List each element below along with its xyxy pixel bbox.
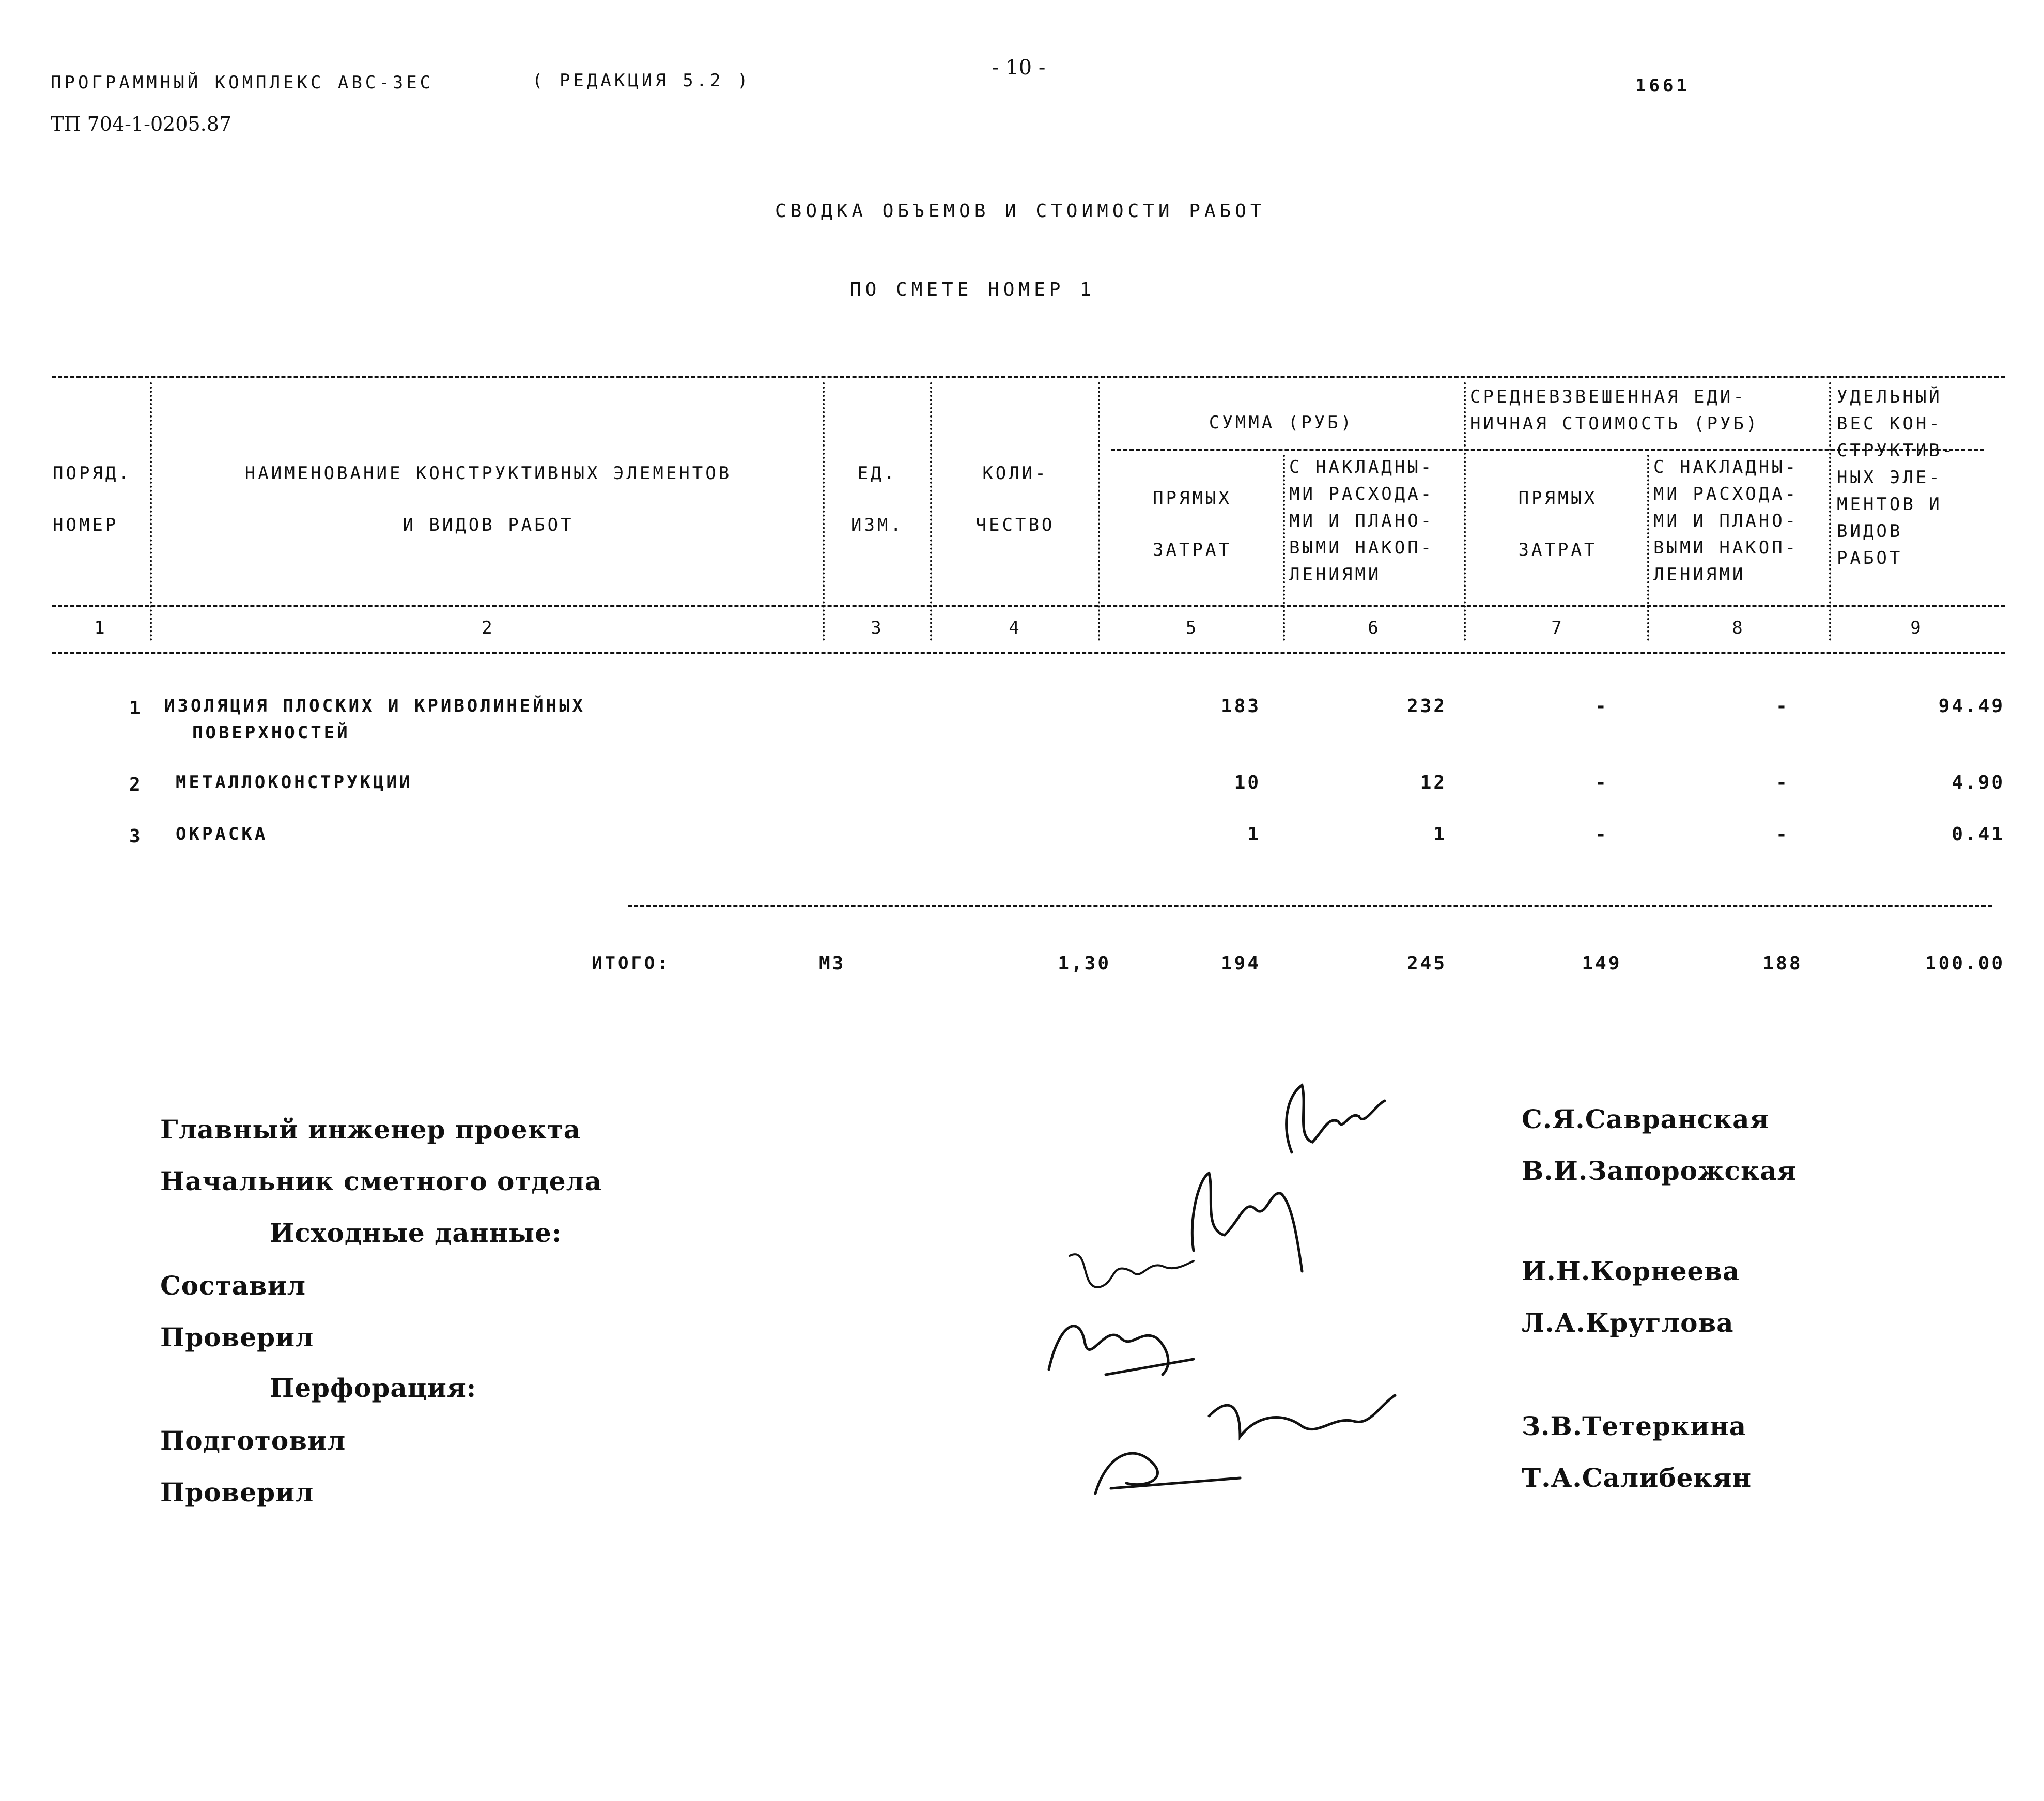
col9-header-line7: РАБОТ [1837, 548, 1903, 568]
col6-header-line4: ВЫМИ НАКОП- [1289, 537, 1434, 558]
column-numbers-rule [52, 652, 2005, 654]
col5-header-line1: ПРЯМЫХ [1153, 488, 1232, 509]
col1-header-line1: ПОРЯД. [53, 463, 132, 484]
row-weight: 0.41 [1952, 824, 2005, 845]
col6-header-line1: С НАКЛАДНЫ- [1289, 457, 1434, 478]
total-rule [628, 905, 1992, 907]
column-separator [1647, 455, 1649, 641]
col-number-3: 3 [871, 618, 884, 638]
col3-header-line2: ИЗМ. [851, 515, 904, 535]
column-separator [1098, 382, 1100, 641]
total-direct-unit: 149 [1582, 953, 1622, 974]
row-name-line2: ПОВЕРХНОСТЕЙ [192, 722, 350, 743]
total-label: ИТОГО: [592, 953, 671, 974]
handwritten-signature [1039, 1292, 1209, 1385]
row-direct-sum: 1 [1247, 824, 1261, 845]
name-korneeva: И.Н.Корнеева [1522, 1256, 1740, 1286]
col9-header-line3: СТРУКТИВ- [1837, 440, 1956, 461]
col6-header-line2: МИ РАСХОДА- [1289, 484, 1434, 504]
program-name: ПРОГРАММНЫЙ КОМПЛЕКС АВС-ЗЕС [51, 72, 434, 93]
name-zaporozhskaya: В.И.Запорожская [1522, 1156, 1797, 1186]
section-perforation: Перфорация: [270, 1373, 477, 1403]
total-direct-sum: 194 [1220, 953, 1261, 974]
role-prepared: Подготовил [160, 1425, 346, 1456]
col6-header-line5: ЛЕНИЯМИ [1289, 564, 1382, 585]
col9-header-line2: ВЕС КОН- [1837, 413, 1942, 434]
name-salibekyan: Т.А.Салибекян [1522, 1463, 1752, 1493]
col-number-6: 6 [1368, 618, 1381, 638]
col-number-1: 1 [94, 618, 107, 638]
total-quantity: 1,30 [1058, 953, 1111, 974]
page-number: - 10 - [992, 56, 1046, 80]
row-name-line1: МЕТАЛЛОКОНСТРУКЦИИ [176, 772, 413, 793]
report-title: СВОДКА ОБЪЕМОВ И СТОИМОСТИ РАБОТ [775, 201, 1266, 222]
col-number-7: 7 [1551, 618, 1565, 638]
total-overhead-unit: 188 [1762, 953, 1803, 974]
document-id: ТП 704-1-0205.87 [51, 113, 232, 135]
handwritten-signature [1085, 1385, 1405, 1504]
edition-label: ( РЕДАКЦИЯ 5.2 ) [532, 70, 751, 91]
row-direct-sum: 183 [1220, 696, 1261, 717]
column-separator [1283, 455, 1285, 641]
column-separator [823, 382, 825, 641]
report-subtitle: ПО СМЕТЕ НОМЕР 1 [850, 279, 1095, 300]
handwritten-signature [1271, 1075, 1405, 1168]
row-direct-unit: - [1595, 824, 1608, 845]
col-number-4: 4 [1009, 618, 1022, 638]
col7-header-line2: ЗАТРАТ [1518, 540, 1598, 560]
col-number-5: 5 [1185, 618, 1199, 638]
name-kruglova: Л.А.Круглова [1522, 1307, 1734, 1338]
name-savranskaya: С.Я.Савранская [1522, 1104, 1770, 1134]
row-overhead-unit: - [1776, 772, 1789, 793]
col9-header-line6: ВИДОВ [1837, 521, 1903, 542]
row-overhead-unit: - [1776, 696, 1789, 717]
header-bottom-rule [52, 605, 2005, 607]
col2-header-line2: И ВИДОВ РАБОТ [402, 515, 574, 535]
total-weight: 100.00 [1925, 953, 2005, 974]
row-number: 1 [129, 698, 143, 719]
row-overhead-sum: 1 [1433, 824, 1447, 845]
row-overhead-unit: - [1776, 824, 1789, 845]
col8-header-line4: ВЫМИ НАКОП- [1653, 537, 1799, 558]
avg-group-header-line1: СРЕДНЕВЗВЕШЕННАЯ ЕДИ- [1470, 387, 1746, 407]
document-code: 1661 [1635, 75, 1690, 96]
role-chief-engineer: Главный инженер проекта [160, 1114, 581, 1145]
col4-header-line1: КОЛИ- [982, 463, 1048, 484]
row-direct-sum: 10 [1234, 772, 1261, 793]
column-separator [1464, 382, 1466, 641]
name-teterkina: З.В.Тетеркина [1522, 1411, 1747, 1441]
row-direct-unit: - [1595, 772, 1608, 793]
avg-group-header-line2: НИЧНАЯ СТОИМОСТЬ (РУБ) [1470, 413, 1760, 434]
col9-header-line1: УДЕЛЬНЫЙ [1837, 387, 1942, 407]
sum-group-header: СУММА (РУБ) [1209, 412, 1354, 433]
row-overhead-sum: 232 [1406, 696, 1447, 717]
col-number-9: 9 [1910, 618, 1924, 638]
col8-header-line2: МИ РАСХОДА- [1653, 484, 1799, 504]
row-number: 2 [129, 774, 143, 795]
row-direct-unit: - [1595, 696, 1608, 717]
column-separator [930, 382, 932, 641]
row-weight: 4.90 [1952, 772, 2005, 793]
col4-header-line2: ЧЕСТВО [975, 515, 1055, 535]
col2-header-line1: НАИМЕНОВАНИЕ КОНСТРУКТИВНЫХ ЭЛЕМЕНТОВ [244, 463, 732, 484]
column-separator [1829, 382, 1831, 641]
total-overhead-sum: 245 [1406, 953, 1447, 974]
row-name-line1: ИЗОЛЯЦИЯ ПЛОСКИХ И КРИВОЛИНЕЙНЫХ [164, 696, 586, 716]
role-compiled: Составил [160, 1270, 306, 1301]
col8-header-line1: С НАКЛАДНЫ- [1653, 457, 1799, 478]
col3-header-line1: ЕД. [857, 463, 897, 484]
col7-header-line1: ПРЯМЫХ [1518, 488, 1598, 509]
role-checked: Проверил [160, 1322, 314, 1352]
row-overhead-sum: 12 [1420, 772, 1447, 793]
col8-header-line5: ЛЕНИЯМИ [1653, 564, 1746, 585]
row-number: 3 [129, 826, 143, 847]
col8-header-line3: МИ И ПЛАНО- [1653, 511, 1799, 531]
col-number-8: 8 [1732, 618, 1745, 638]
role-checked-2: Проверил [160, 1477, 314, 1507]
col5-header-line2: ЗАТРАТ [1153, 540, 1232, 560]
col9-header-line5: МЕНТОВ И [1837, 494, 1942, 515]
col9-header-line4: НЫХ ЭЛЕ- [1837, 467, 1942, 488]
col1-header-line2: НОМЕР [53, 515, 119, 535]
role-head-estimates: Начальник сметного отдела [160, 1166, 602, 1196]
total-unit: М3 [819, 953, 846, 974]
column-separator [150, 382, 152, 641]
section-source-data: Исходные данные: [270, 1218, 562, 1248]
row-weight: 94.49 [1938, 696, 2005, 717]
table-top-rule [52, 376, 2005, 378]
row-name-line1: ОКРАСКА [176, 824, 268, 844]
col-number-2: 2 [482, 618, 495, 638]
col6-header-line3: МИ И ПЛАНО- [1289, 511, 1434, 531]
